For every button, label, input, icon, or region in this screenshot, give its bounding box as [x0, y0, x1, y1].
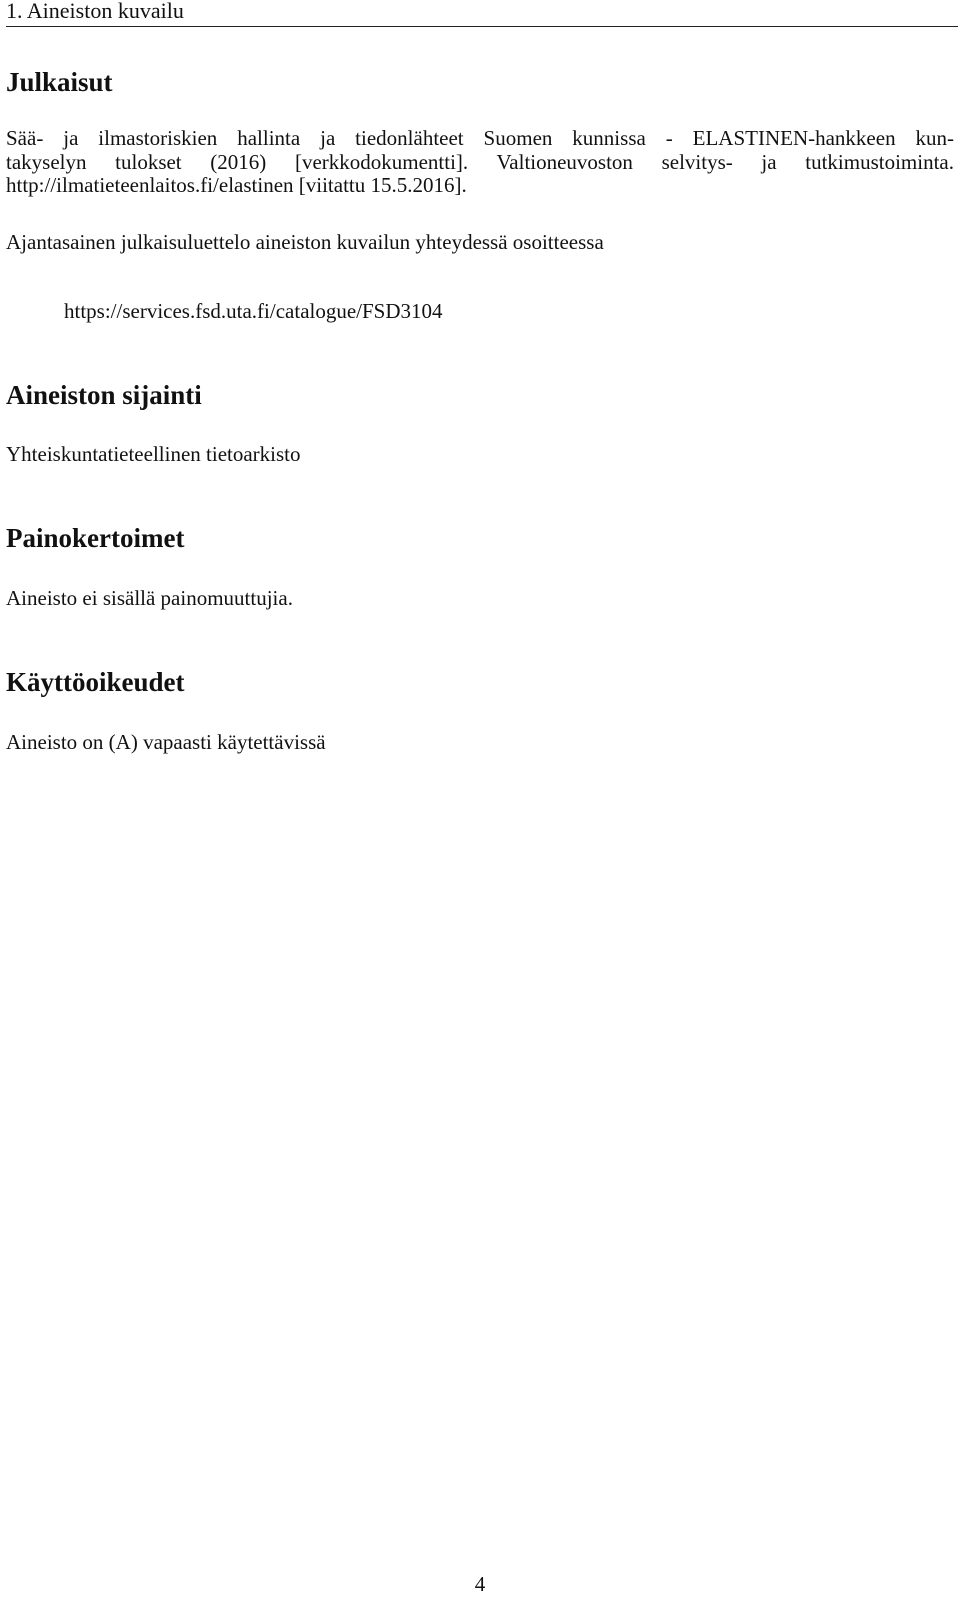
publication-reference-line: http://ilmatieteenlaitos.fi/elastinen [viitattu 15.5.2016].	[6, 173, 467, 197]
heading-aineiston-sijainti: Aineiston sijainti	[6, 380, 202, 410]
running-header: 1. Aineiston kuvailu	[6, 0, 184, 23]
page-number: 4	[474, 1572, 486, 1596]
heading-painokertoimet: Painokertoimet	[6, 523, 185, 553]
sijainti-text: Yhteiskuntatieteellinen tietoarkisto	[6, 442, 301, 466]
catalogue-link[interactable]: https://services.fsd.uta.fi/catalogue/FSD3104	[64, 299, 443, 323]
publication-reference-line: takyselyn tulokset (2016) [verkkodokumentti]. Valtioneuvoston selvitys- ja tutkimustoiminta.	[6, 149, 954, 174]
publication-reference-line: Sää- ja ilmastoriskien hallinta ja tiedonlähteet Suomen kunnissa - ELASTINEN-hankkeen kun-	[6, 126, 954, 150]
heading-julkaisut: Julkaisut	[6, 67, 113, 97]
painokertoimet-text: Aineisto ei sisällä painomuuttujia.	[6, 586, 293, 610]
kayttooikeudet-text: Aineisto on (A) vapaasti käytettävissä	[6, 730, 326, 754]
publication-reference	[6, 127, 954, 198]
heading-kayttooikeudet: Käyttöoikeudet	[6, 667, 185, 697]
header-rule	[6, 26, 958, 27]
catalogue-intro: Ajantasainen julkaisuluettelo aineiston kuvailun yhteydessä osoitteessa	[6, 230, 604, 254]
